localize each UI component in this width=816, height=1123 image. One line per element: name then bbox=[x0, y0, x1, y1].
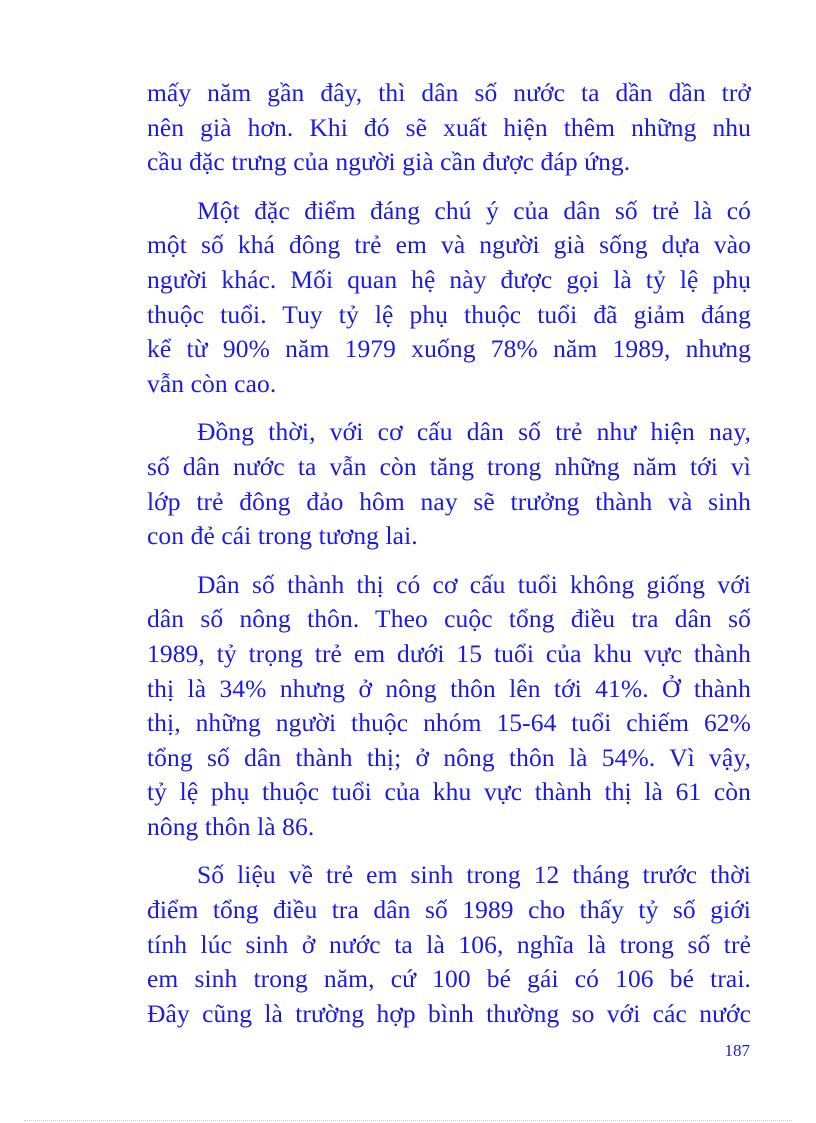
text-line: kể từ 90% năm 1979 xuống 78% năm 1989, nhưng bbox=[147, 334, 751, 364]
text-line: thị là 34% nhưng ở nông thôn lên tới 41%. Ở thành bbox=[147, 673, 751, 703]
text-line: Số liệu về trẻ em sinh trong 12 tháng trước thời bbox=[197, 860, 751, 890]
text-line: mấy năm gần đây, thì dân số nước ta dần dần trở bbox=[147, 78, 751, 107]
paragraph-4 bbox=[147, 568, 751, 845]
text-line: thị, những người thuộc nhóm 15-64 tuổi chiếm 62% bbox=[147, 708, 751, 738]
paragraph-2 bbox=[147, 194, 751, 402]
text-line: 1989, tỷ trọng trẻ em dưới 15 tuổi của khu vực thành bbox=[147, 638, 751, 668]
text-line: con đẻ cái trong tương lai. bbox=[147, 521, 418, 551]
text-line: tổng số dân thành thị; ở nông thôn là 54%. Vì vậy, bbox=[147, 742, 751, 772]
page-number: 187 bbox=[724, 1041, 750, 1060]
text-line: em sinh trong năm, cứ 100 bé gái có 106 bé trai. bbox=[147, 964, 751, 994]
text-line: Đây cũng là trường hợp bình thường so với các nước bbox=[147, 998, 751, 1028]
body-text bbox=[147, 76, 751, 1031]
text-line: Một đặc điểm đáng chú ý của dân số trẻ là có bbox=[197, 195, 751, 225]
text-line: vẫn còn cao. bbox=[147, 368, 277, 398]
text-line: nên già hơn. Khi đó sẽ xuất hiện thêm những nhu bbox=[147, 112, 751, 142]
text-line: Dân số thành thị có cơ cấu tuổi không giống với bbox=[197, 569, 751, 599]
text-line: tỷ lệ phụ thuộc tuổi của khu vực thành thị là 61 còn bbox=[147, 777, 751, 807]
text-line: cầu đặc trưng của người già cần được đáp ứng. bbox=[147, 147, 631, 177]
text-line: người khác. Mối quan hệ này được gọi là tỷ lệ phụ bbox=[147, 264, 751, 294]
text-line: một số khá đông trẻ em và người già sống dựa vào bbox=[147, 230, 751, 260]
text-line: số dân nước ta vẫn còn tăng trong những năm tới vì bbox=[147, 451, 751, 481]
paragraph-5 bbox=[147, 858, 751, 1031]
text-line: dân số nông thôn. Theo cuộc tổng điều tra dân số bbox=[147, 604, 751, 634]
text-line: điểm tổng điều tra dân số 1989 cho thấy tỷ số giới bbox=[147, 895, 751, 925]
text-line: nông thôn là 86. bbox=[147, 811, 315, 841]
text-line: lớp trẻ đông đảo hôm nay sẽ trưởng thành và sinh bbox=[147, 486, 751, 516]
bottom-divider bbox=[24, 1120, 792, 1121]
text-line: thuộc tuổi. Tuy tỷ lệ phụ thuộc tuổi đã giảm đáng bbox=[147, 299, 751, 329]
paragraph-3 bbox=[147, 415, 751, 553]
paragraph-1 bbox=[147, 76, 751, 180]
text-line: tính lúc sinh ở nước ta là 106, nghĩa là trong số trẻ bbox=[147, 929, 751, 959]
text-line: Đồng thời, với cơ cấu dân số trẻ như hiện nay, bbox=[197, 417, 751, 447]
